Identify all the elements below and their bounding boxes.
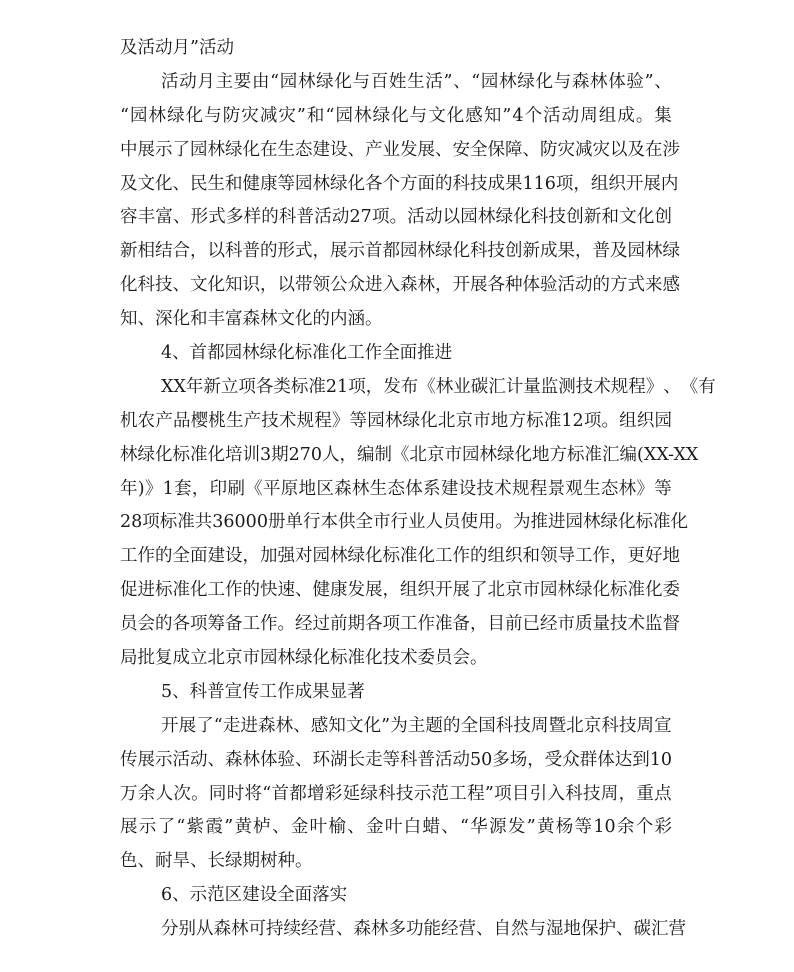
text-line: 中 展 示 了 园 林 绿 化 在 生 态 建 设 、 产 业 发 展 、 安 全 保 障 、 防 灾 减 灾 以 及 在 涉 xyxy=(120,139,680,160)
text-line: 开 展 了 “ 走 进 森 林 、 感 知 文 化 ” 为 主 题 的 全 国 科 技 周 暨 北 京 科 技 周 宣 xyxy=(161,715,672,736)
text-line: 容 丰 富 、 形 式 多 样 的 科 普 活 动 27 项 。 活 动 以 园 林 绿 化 科 技 创 新 和 文 化 创 xyxy=(120,207,672,228)
document-page xyxy=(0,32,794,972)
text-line: 活 动 月 主 要 由 “ 园 林 绿 化 与 百 姓 生 活 ” 、 “ 园 林 绿 化 与 森 林 体 验 ” 、 xyxy=(161,71,672,92)
text-line: 局批复成立北京市园林绿化标准化技术委员会。 xyxy=(120,648,488,669)
document-body xyxy=(120,32,716,947)
text-line: 年 ) 》 1 套 ， 印 刷 《 平 原 地 区 森 林 生 态 体 系 建 设 技 术 规 程 景 观 生 态 林 》 等 xyxy=(120,478,672,499)
text-line: 新 相 结 合 ， 以 科 普 的 形 式 ， 展 示 首 都 园 林 绿 化 科 技 创 新 成 果 ， 普 及 园 林 绿 xyxy=(120,241,680,262)
section-heading: 6、示范区建设全面落实 xyxy=(161,885,348,906)
text-line: “ 园 林 绿 化 与 防 灾 减 灾 ” 和 “ 园 林 绿 化 与 文 化 感 知 ” 4 个 活 动 周 组 成 。 集 xyxy=(120,105,672,126)
text-line: 机 农 产 品 樱 桃 生 产 技 术 规 程 》 等 园 林 绿 化 北 京 市 地 方 标 准 12 项 。 组 织 园 xyxy=(120,410,672,431)
text-line: 工 作 的 全 面 建 设 ， 加 强 对 园 林 绿 化 标 准 化 工 作 的 组 织 和 领 导 工 作 ， 更 好 地 xyxy=(120,546,680,567)
text-line: 色、耐旱、长绿期树种。 xyxy=(120,851,313,872)
text-line: 分 别 从 森 林 可 持 续 经 营 、 森 林 多 功 能 经 营 、 自 然 与 湿 地 保 护 、 碳 汇 营 xyxy=(161,919,686,940)
text-line: 28 项 标 准 共 36000 册 单 行 本 供 全 市 行 业 人 员 使 用 。 为 推 进 园 林 绿 化 标 准 化 xyxy=(120,512,688,533)
section-heading: 5、科普宣传工作成果显著 xyxy=(161,681,365,702)
text-line: 展 示 了 “ 紫 霞 ” 黄 栌 、 金 叶 榆 、 金 叶 白 蜡 、 “ 华 源 发 ” 黄 杨 等 10 余 个 彩 xyxy=(120,817,672,838)
text-line: 林 绿 化 标 准 化 培 训 3 期 270 人 ， 编 制 《 北 京 市 园 林 绿 化 地 方 标 准 汇 编 (XX-XX xyxy=(120,444,699,465)
text-line: 及活动月”活动 xyxy=(120,38,234,58)
section-heading: 4、首都园林绿化标准化工作全面推进 xyxy=(161,343,453,364)
text-line: 化 科 技 、 文 化 知 识 ， 以 带 领 公 众 进 入 森 林 ， 开 展 各 种 体 验 活 动 的 方 式 来 感 xyxy=(120,275,680,296)
text-line: 促 进 标 准 化 工 作 的 快 速 、 健 康 发 展 ， 组 织 开 展 了 北 京 市 园 林 绿 化 标 准 化 委 xyxy=(120,580,680,601)
text-line: XX 年 新 立 项 各 类 标 准 21 项 ， 发 布 《 林 业 碳 汇 计 量 监 测 技 术 规 程 》 、 《 有 xyxy=(161,376,716,397)
text-line: 及 文 化 、 民 生 和 健 康 等 园 林 绿 化 各 个 方 面 的 科 技 成 果 116 项 ， 组 织 开 展 内 xyxy=(120,173,679,194)
text-line: 传 展 示 活 动 、 森 林 体 验 、 环 湖 长 走 等 科 普 活 动 50 多 场 ， 受 众 群 体 达 到 10 xyxy=(120,749,673,770)
text-line: 知、深化和丰富森林文化的内涵。 xyxy=(120,309,383,330)
text-line: 万 余 人 次 。 同 时 将 “ 首 都 增 彩 延 绿 科 技 示 范 工 程 ” 项 目 引 入 科 技 周 ， 重 点 xyxy=(120,783,672,804)
text-line: 员 会 的 各 项 筹 备 工 作 。 经 过 前 期 各 项 工 作 准 备 ， 目 前 已 经 市 质 量 技 术 监 督 xyxy=(120,614,680,635)
